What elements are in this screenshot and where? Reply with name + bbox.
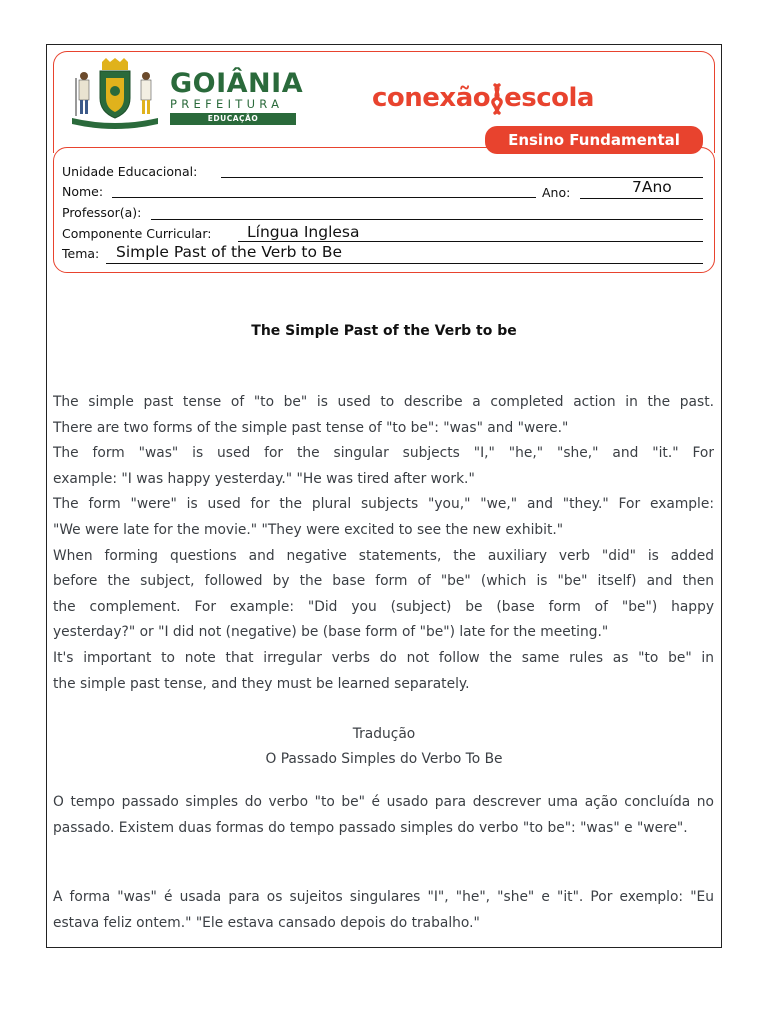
unidade-label: Unidade Educacional: bbox=[62, 164, 198, 179]
nome-label: Nome: bbox=[62, 184, 104, 199]
english-line: It's important to note that irregular verbs do not follow the same rules as "to be" in bbox=[53, 650, 714, 666]
ensino-fundamental-badge: Ensino Fundamental bbox=[485, 126, 703, 154]
english-line: There are two forms of the simple past tense of "to be": "was" and "were." bbox=[53, 419, 569, 436]
english-line: "We were late for the movie." "They were excited to see the new exhibit." bbox=[53, 522, 564, 538]
nome-field[interactable] bbox=[112, 182, 536, 198]
unidade-field[interactable] bbox=[221, 162, 703, 178]
tema-value: Simple Past of the Verb to Be bbox=[116, 243, 343, 261]
goiania-title: GOIÂNIA bbox=[170, 68, 304, 99]
english-line: The simple past tense of "to be" is used to describe a completed action in the past. bbox=[53, 394, 714, 410]
escola-word: escola bbox=[504, 83, 594, 113]
english-line: example: "I was happy yesterday." "He was tired after work." bbox=[53, 470, 475, 487]
ano-value: 7Ano bbox=[632, 178, 672, 196]
english-line: the complement. For example: "Did you (subject) be (base form of "be") happy bbox=[53, 598, 714, 615]
conexao-escola-logo bbox=[372, 80, 594, 116]
knot-icon bbox=[489, 83, 505, 115]
portuguese-title: O Passado Simples do Verbo To Be bbox=[265, 751, 503, 767]
portuguese-paragraph-1: O tempo passado simples do verbo "to be" é usado para descrever uma ação concluída no passado. Existem duas formas do tempo passado simples do verbo "to be": "was" e "were". bbox=[53, 794, 714, 836]
traducao-heading: Tradução bbox=[352, 726, 416, 742]
componente-label: Componente Curricular: bbox=[62, 226, 212, 241]
coat-of-arms-logo bbox=[66, 58, 164, 132]
educacao-label: EDUCAÇÃO bbox=[170, 113, 296, 125]
english-line: When forming questions and negative statements, the auxiliary verb "did" is added bbox=[53, 547, 714, 564]
tema-label: Tema: bbox=[62, 246, 100, 261]
english-line: before the subject, followed by the base form of "be" (which is "be" itself) and then bbox=[53, 573, 714, 590]
document-title: The Simple Past of the Verb to be bbox=[251, 323, 517, 339]
professor-label: Professor(a): bbox=[62, 205, 142, 220]
english-line: the simple past tense, and they must be learned separately. bbox=[53, 675, 470, 692]
english-line: yesterday?" or "I did not (negative) be (base form of "be") late for the meeting." bbox=[53, 624, 609, 641]
portuguese-paragraph-2: A forma "was" é usada para os sujeitos singulares "I", "he", "she" e "it". Por exemplo: "Eu estava feliz ontem." "Ele estava cansado depois do trabalho." bbox=[53, 889, 714, 931]
goiania-logo bbox=[170, 68, 304, 126]
english-line: The form "were" is used for the plural subjects "you," "we," and "they." For example: bbox=[53, 496, 714, 513]
ano-label: Ano: bbox=[542, 185, 571, 200]
professor-field[interactable] bbox=[151, 203, 703, 220]
prefeitura-label: PREFEITURA bbox=[170, 97, 284, 111]
conexao-word: conexão bbox=[372, 83, 491, 113]
english-line: The form "was" is used for the singular subjects "I," "he," "she," and "it." For bbox=[53, 445, 714, 462]
componente-value: Língua Inglesa bbox=[247, 223, 360, 241]
